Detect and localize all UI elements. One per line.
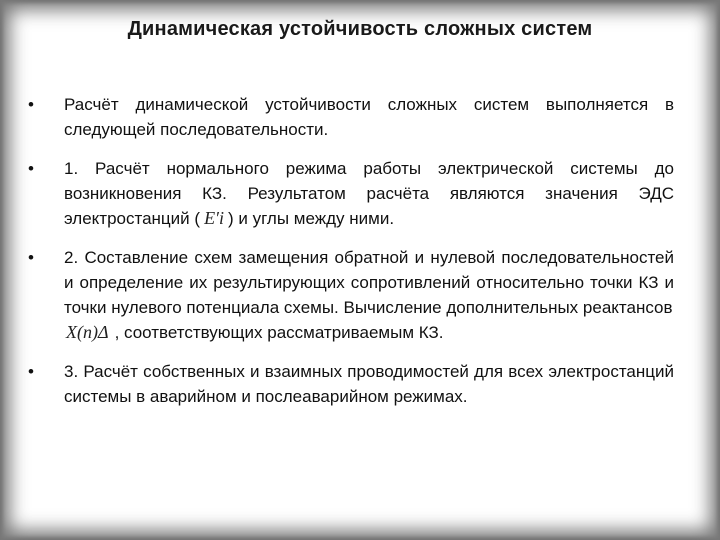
formula-emf-text: E′i — [204, 208, 224, 228]
bullet-item-step-2 — [28, 245, 674, 345]
bullet-text-tail: ) и углы между ними. — [228, 209, 395, 228]
bullet-text: 3. Расчёт собственных и взаимных проводимостей для всех электростанций системы в аварийном и послеаварийном режимах. — [64, 362, 674, 406]
bullet-marker: • — [28, 159, 34, 178]
bullet-marker: • — [28, 362, 34, 381]
bullet-text: 1. Расчёт нормального режима работы электрической системы до возникновения КЗ. Результатом расчёта являются значения ЭДС электростанций ( — [64, 159, 674, 228]
bullet-item-step-1 — [28, 156, 674, 231]
formula-reactance — [66, 320, 109, 345]
bullet-text: 2. Составление схем замещения обратной и нулевой последовательностей и определение их результирующих сопротивлений относительно точки КЗ и точки нулевого потенциала схемы. Вычисление дополнительных реактансов — [64, 248, 674, 317]
formula-reactance-text: X(n)Δ — [66, 322, 109, 342]
bullet-list — [28, 92, 674, 423]
bullet-text: Расчёт динамической устойчивости сложных систем выполняется в следующей последовательности. — [64, 95, 674, 139]
bullet-item-step-3 — [28, 359, 674, 409]
bullet-marker: • — [28, 95, 34, 114]
bullet-item-intro — [28, 92, 674, 142]
formula-emf — [204, 206, 224, 231]
bullet-marker: • — [28, 248, 34, 267]
slide-title: Динамическая устойчивость сложных систем — [127, 18, 593, 40]
bullet-text-tail: , соответствующих рассматриваемым КЗ. — [114, 323, 444, 342]
